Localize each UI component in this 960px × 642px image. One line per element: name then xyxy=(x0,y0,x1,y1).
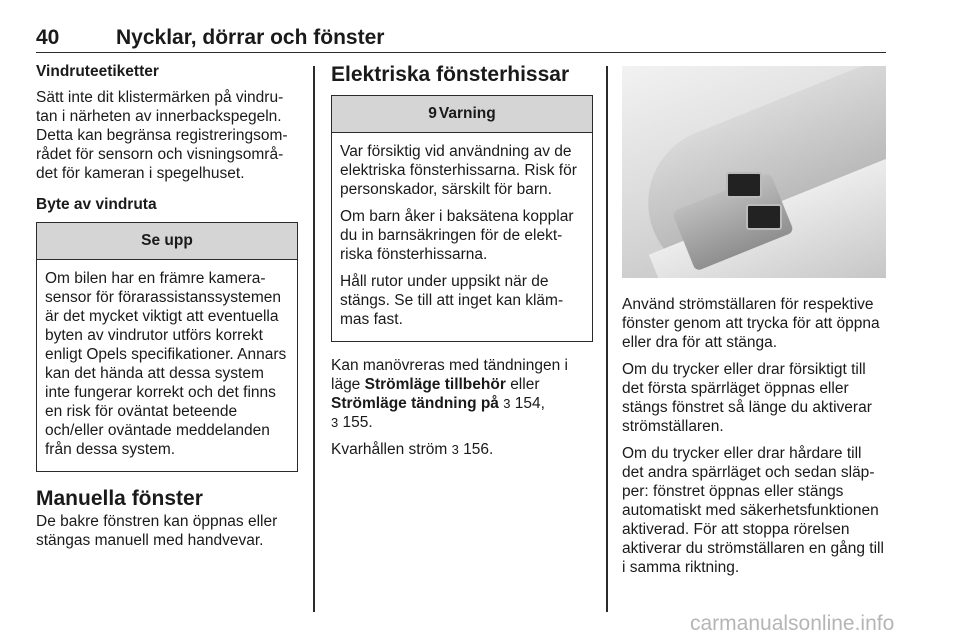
column-middle xyxy=(331,62,593,467)
column-divider-2 xyxy=(606,66,608,612)
caution-title: Se upp xyxy=(37,223,297,260)
caution-box xyxy=(36,222,298,472)
page-reference-icon: 3 xyxy=(451,442,459,457)
warning-header xyxy=(332,96,592,133)
page-number: 40 xyxy=(36,26,60,49)
warning-body xyxy=(332,133,592,341)
paragraph-first-detent: Om du trycker eller drar försiktigt till det första spärrläget öppnas eller stängs fönstret så länge du aktiverar strömställaren. xyxy=(622,361,872,435)
paragraph-ignition: Kan manövreras med tändningen i läge Strömläge tillbehör eller Strömläge tändning på 3 154, 3 155. xyxy=(331,357,568,431)
paragraph-retained-power: Kvarhållen ström 3 156. xyxy=(331,441,494,458)
term-accessory-mode: Strömläge tillbehör xyxy=(364,376,506,393)
warning-title: Varning xyxy=(438,105,496,122)
page-reference-155[interactable]: 155. xyxy=(342,414,373,431)
chapter-title: Nycklar, dörrar och fönster xyxy=(116,26,385,49)
watermark: carmanualsonline.info xyxy=(690,612,895,635)
warning-paragraph-1: Var försiktig vid användning av de elektriska fönsterhissarna. Risk för personskador, särskilt för barn. xyxy=(340,143,577,198)
page-reference-icon: 3 xyxy=(503,396,511,411)
term-ignition-on-mode: Strömläge tändning på xyxy=(331,395,499,412)
paragraph-windshield-stickers: Sätt inte dit klistermärken på vindrutan i närheten av innerbackspegeln. Detta kan begränsa registreringsområdet för sensorn och visningsområdet för kameran i spegelhuset. xyxy=(36,89,288,182)
warning-paragraph-3: Håll rutor under uppsikt när de stängs. Se till att inget kan klämmas fast. xyxy=(340,273,564,328)
window-switch-icon xyxy=(746,204,782,230)
heading-manual-windows: Manuella fönster xyxy=(36,487,203,510)
page-header xyxy=(36,26,886,53)
paragraph-manual-windows: De bakre fönstren kan öppnas eller stängas manuell med handvevar. xyxy=(36,513,278,549)
warning-icon: 9 xyxy=(428,105,437,122)
paragraph-switch-usage: Använd strömställaren för respektive fönster genom att trycka för att öppna eller dra för att stänga. xyxy=(622,296,880,351)
page-reference-icon: 3 xyxy=(331,415,339,430)
heading-windshield-replacement: Byte av vindruta xyxy=(36,196,157,213)
page-reference-154[interactable]: 154, xyxy=(514,395,545,412)
caution-body xyxy=(37,260,297,471)
caution-text: Om bilen har en främre kamerasensor för förarassistanssystemen är det mycket viktigt att eventuella byten av vindrutor utförs korrekt enligt Opels specifikationer. Annars kan det hända att dessa system inte fungerar korrekt och det finns en risk för oväntat beteende och/eller oväntade meddelanden från dessa system. xyxy=(45,270,287,458)
window-switch-icon xyxy=(726,172,762,198)
column-right xyxy=(622,66,886,585)
column-left xyxy=(36,62,298,558)
warning-box xyxy=(331,95,593,342)
heading-windshield-stickers: Vindruteetiketter xyxy=(36,63,159,80)
page-reference-156[interactable]: 156. xyxy=(463,441,494,458)
column-divider-1 xyxy=(313,66,315,612)
window-switch-illustration xyxy=(622,66,886,278)
paragraph-second-detent: Om du trycker eller drar hårdare till det andra spärrläget och sedan släpper: fönstret öppnas eller stängs automatiskt med säkerhetsfunktionen aktiverad. För att stoppa rörelsen aktiverar du strömställaren en gång till i samma riktning. xyxy=(622,445,884,576)
warning-paragraph-2: Om barn åker i baksätena kopplar du in barnsäkringen för de elektriska fönsterhissarna. xyxy=(340,208,574,263)
heading-power-windows: Elektriska fönsterhissar xyxy=(331,63,570,86)
